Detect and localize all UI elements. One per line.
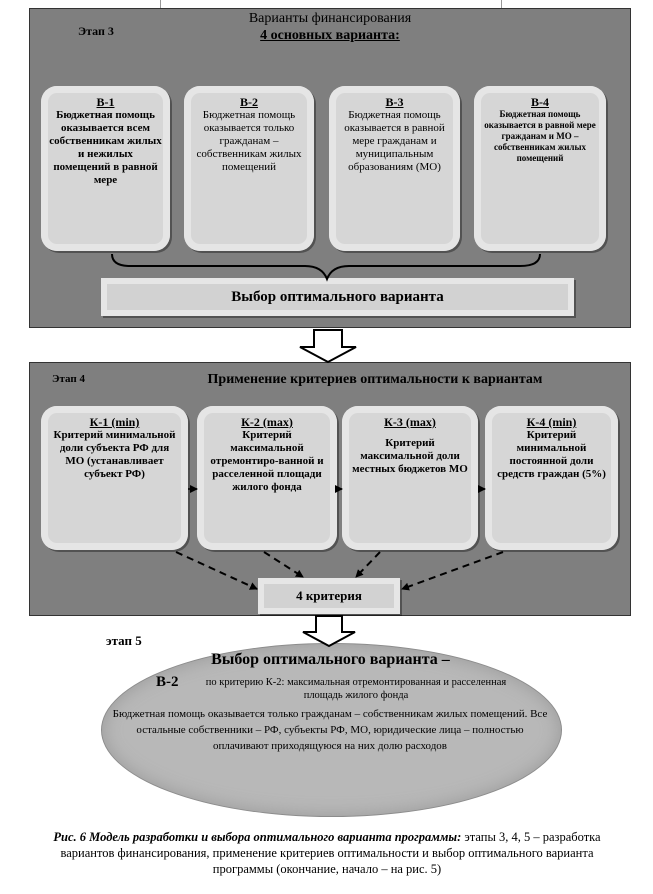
variant-code: В-1 [96,95,115,109]
criterion-text: Критерий максимальной доли местных бюджетов МО [352,437,468,475]
stage4-title: Применение критериев оптимальности к вариантам [207,372,543,387]
variant-text: Бюджетная помощь оказывается только гражданам – собственникам жилых помещений [196,109,302,173]
stage5-criterion-note: по критерию К-2: максимальная отремонтированная и расселенная площадь жилого фонда [205,677,507,701]
variant-text: Бюджетная помощь оказывается всем собственникам жилых и нежилых помещений в равной мере [49,109,162,186]
stage5-description: Бюджетная помощь оказывается только гражданам – собственникам жилых помещений. Все остальные собственники – РФ, субъекты РФ, МО, юридические лица – полностью оплачивают приходящуюся на них долю расходов [112,708,548,752]
stage5-variant-code: В-2 [156,674,179,690]
variant-code: В-2 [240,95,258,109]
dashed-arrow-k4 [402,552,503,589]
stage4-label: Этап 4 [52,373,85,385]
caption-lead: Рис. 6 Модель разработки и выбора оптимального варианта программы: [53,830,462,844]
figure-caption [30,829,624,877]
block-arrow-down-1 [300,330,356,362]
stage3-label: Этап 3 [78,24,114,38]
caption-text: этапы 3, 4, 5 – разработка вариантов финансирования, применение критериев оптимальности и выбор оптимального варианта программы (окончание, начало – на рис. 5) [60,830,601,876]
dashed-arrow-k3 [356,552,380,577]
variant-text: Бюджетная помощь оказывается в равной мере гражданам и МО – собственникам жилых помещений [484,109,596,163]
optimal-variant-bar: Выбор оптимального варианта [101,278,574,316]
criterion-text: Критерий минимальной доли субъекта РФ для МО (устанавливает субъект РФ) [53,429,176,480]
criterion-code: К-3 (max) [384,415,436,429]
variant-code: В-4 [531,95,549,109]
stage5-heading: Выбор оптимального варианта – [211,651,450,668]
stage3-title: Варианты финансирования [248,11,412,26]
variant-text: Бюджетная помощь оказывается в равной мере гражданам и муниципальным образованиям (МО) [344,109,445,173]
stage5-label: этап 5 [106,633,142,648]
variants-brace [112,254,540,279]
variant-code: В-3 [385,95,404,109]
dashed-arrow-k2 [264,552,303,577]
block-arrow-down-2 [303,616,355,646]
criterion-text: Критерий максимальной отремонтиро-ванной и расселенной площади жилого фонда [210,429,324,493]
stage3-subtitle: 4 основных варианта: [260,28,400,43]
four-criteria-bar: 4 критерия [258,578,400,614]
criterion-code: К-4 (min) [526,415,577,429]
criterion-text: Критерий минимальной постоянной доли средств граждан (5%) [497,429,606,480]
criterion-code: К-1 (min) [89,415,140,429]
dashed-arrow-k1 [176,552,257,589]
criterion-code: К-2 (max) [241,415,293,429]
